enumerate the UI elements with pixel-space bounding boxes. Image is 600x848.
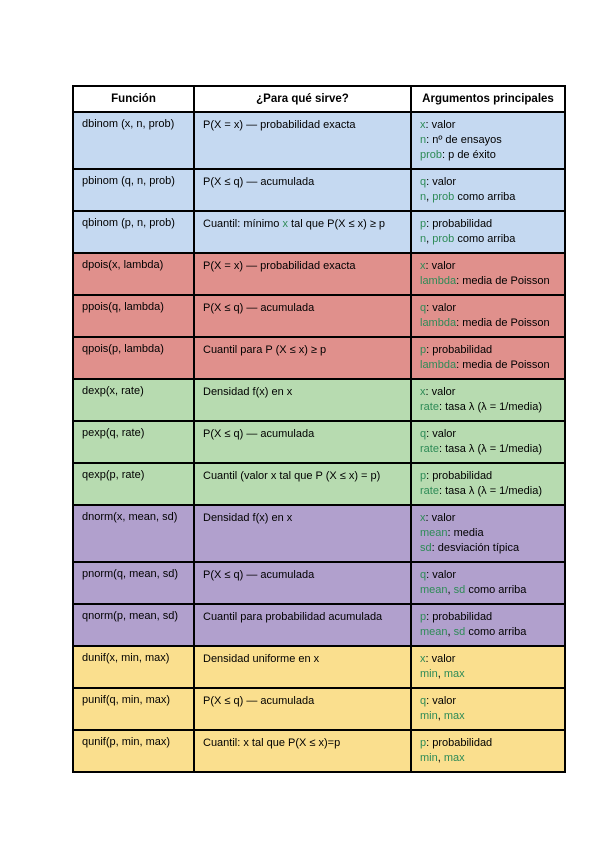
arguments-cell — [411, 562, 565, 604]
argument-token: min — [420, 710, 438, 722]
text-segment: P(X ≤ q) — acumulada — [203, 176, 315, 188]
argument-line — [420, 274, 558, 289]
table-row — [73, 421, 565, 463]
purpose-text — [203, 385, 404, 400]
text-segment: , — [437, 668, 444, 680]
function-name: ppois(q, lambda) — [73, 295, 194, 337]
argument-token: mean — [420, 584, 448, 596]
argument-line — [420, 133, 558, 148]
argument-token: x — [420, 653, 426, 665]
table-row — [73, 646, 565, 688]
argument-token: prob — [432, 191, 455, 203]
purpose-cell — [194, 730, 411, 772]
text-segment: , — [426, 191, 433, 203]
purpose-cell — [194, 688, 411, 730]
purpose-text — [203, 217, 404, 232]
argument-token: mean — [420, 527, 448, 539]
purpose-cell — [194, 112, 411, 169]
argument-line — [420, 652, 558, 667]
purpose-cell — [194, 295, 411, 337]
text-segment: : probabilidad — [426, 344, 493, 356]
text-segment: : p de éxito — [442, 149, 496, 161]
purpose-text — [203, 694, 404, 709]
argument-line — [420, 148, 558, 163]
purpose-text — [203, 511, 404, 526]
argument-token: max — [443, 668, 465, 680]
text-segment: : valor — [425, 512, 456, 524]
argument-token: max — [443, 710, 465, 722]
purpose-cell — [194, 211, 411, 253]
argument-token: n — [420, 233, 427, 245]
table-row — [73, 112, 565, 169]
text-segment: : valor — [426, 176, 457, 188]
argument-token: lambda — [420, 359, 457, 371]
function-name: dbinom (x, n, prob) — [73, 112, 194, 169]
column-header-argumentos-principales: Argumentos principales — [411, 86, 565, 112]
text-segment: Densidad f(x) en x — [203, 512, 293, 524]
text-segment: tal que P(X ≤ x) ≥ p — [287, 218, 386, 230]
argument-token: q — [420, 695, 427, 707]
text-segment: , — [447, 584, 454, 596]
argument-line — [420, 610, 558, 625]
argument-line — [420, 541, 558, 556]
purpose-text — [203, 427, 404, 442]
purpose-text — [203, 736, 404, 751]
text-segment: como arriba — [454, 191, 516, 203]
table-row — [73, 253, 565, 295]
function-name: pbinom (q, n, prob) — [73, 169, 194, 211]
argument-line — [420, 217, 558, 232]
purpose-text — [203, 259, 404, 274]
text-segment: : valor — [425, 386, 456, 398]
column-header-funcion: Función — [73, 86, 194, 112]
function-name: qunif(p, min, max) — [73, 730, 194, 772]
purpose-text — [203, 652, 404, 667]
purpose-text — [203, 469, 404, 484]
purpose-text — [203, 175, 404, 190]
function-name: qexp(p, rate) — [73, 463, 194, 505]
arguments-cell — [411, 421, 565, 463]
argument-line — [420, 667, 558, 682]
argument-token: p — [420, 218, 427, 230]
text-segment: Cuantil: mínimo — [203, 218, 283, 230]
argument-token: rate — [420, 401, 439, 413]
text-segment: , — [437, 710, 444, 722]
argument-line — [420, 526, 558, 541]
text-segment: P(X ≤ q) — acumulada — [203, 569, 315, 581]
table-body — [73, 112, 565, 772]
argument-token: q — [420, 302, 427, 314]
argument-line — [420, 442, 558, 457]
argument-token: x — [420, 260, 426, 272]
argument-token: q — [420, 176, 427, 188]
table-header-row — [73, 86, 565, 112]
text-segment: como arriba — [454, 233, 516, 245]
argument-token: prob — [432, 233, 455, 245]
purpose-cell — [194, 169, 411, 211]
argument-line — [420, 583, 558, 598]
table-row — [73, 604, 565, 646]
text-segment: : probabilidad — [426, 611, 493, 623]
arguments-cell — [411, 688, 565, 730]
argument-line — [420, 301, 558, 316]
argument-line — [420, 343, 558, 358]
arguments-cell — [411, 211, 565, 253]
text-segment: P(X = x) — probabilidad exacta — [203, 119, 356, 131]
argument-line — [420, 232, 558, 247]
argument-line — [420, 751, 558, 766]
text-segment: Cuantil (valor x tal que P (X ≤ x) = p) — [203, 470, 381, 482]
arguments-cell — [411, 379, 565, 421]
argument-line — [420, 511, 558, 526]
function-name: pexp(q, rate) — [73, 421, 194, 463]
text-segment: : valor — [426, 695, 457, 707]
text-segment: P(X ≤ q) — acumulada — [203, 428, 315, 440]
text-segment: Cuantil: x tal que P(X ≤ x)=p — [203, 737, 341, 749]
table-row — [73, 211, 565, 253]
argument-token: p — [420, 344, 427, 356]
argument-token: min — [420, 668, 438, 680]
argument-line — [420, 568, 558, 583]
purpose-cell — [194, 379, 411, 421]
purpose-text — [203, 343, 404, 358]
text-segment: : valor — [426, 569, 457, 581]
purpose-cell — [194, 253, 411, 295]
text-segment: como arriba — [465, 626, 527, 638]
function-name: dunif(x, min, max) — [73, 646, 194, 688]
table-row — [73, 730, 565, 772]
arguments-cell — [411, 169, 565, 211]
purpose-cell — [194, 604, 411, 646]
arguments-cell — [411, 463, 565, 505]
purpose-text — [203, 568, 404, 583]
argument-token: sd — [453, 584, 466, 596]
argument-token: sd — [453, 626, 466, 638]
function-name: dexp(x, rate) — [73, 379, 194, 421]
text-segment: : media de Poisson — [456, 359, 550, 371]
argument-line — [420, 694, 558, 709]
text-segment: : media — [447, 527, 484, 539]
text-segment: Cuantil para P (X ≤ x) ≥ p — [203, 344, 327, 356]
function-name: qnorm(p, mean, sd) — [73, 604, 194, 646]
r-functions-table — [72, 85, 566, 773]
text-segment: : valor — [426, 302, 457, 314]
text-segment: , — [447, 626, 454, 638]
argument-token: n — [420, 134, 427, 146]
purpose-text — [203, 610, 404, 625]
text-segment: : nº de ensayos — [426, 134, 502, 146]
argument-line — [420, 316, 558, 331]
argument-line — [420, 709, 558, 724]
text-segment: : probabilidad — [426, 470, 493, 482]
purpose-cell — [194, 505, 411, 562]
text-segment: : probabilidad — [426, 218, 493, 230]
text-segment: , — [426, 233, 433, 245]
purpose-cell — [194, 421, 411, 463]
table-row — [73, 562, 565, 604]
argument-line — [420, 400, 558, 415]
purpose-cell — [194, 337, 411, 379]
arguments-cell — [411, 646, 565, 688]
argument-token: p — [420, 470, 427, 482]
text-segment: P(X = x) — probabilidad exacta — [203, 260, 356, 272]
argument-line — [420, 118, 558, 133]
text-segment: : tasa λ (λ = 1/media) — [438, 443, 542, 455]
arguments-cell — [411, 295, 565, 337]
text-segment: : desviación típica — [431, 542, 520, 554]
arguments-cell — [411, 604, 565, 646]
argument-token: n — [420, 191, 427, 203]
arguments-cell — [411, 505, 565, 562]
arguments-cell — [411, 253, 565, 295]
function-name: qpois(p, lambda) — [73, 337, 194, 379]
argument-line — [420, 175, 558, 190]
argument-line — [420, 427, 558, 442]
argument-token: lambda — [420, 275, 457, 287]
argument-line — [420, 469, 558, 484]
argument-line — [420, 625, 558, 640]
argument-token: p — [420, 611, 427, 623]
argument-token: mean — [420, 626, 448, 638]
table-row — [73, 505, 565, 562]
function-name: dnorm(x, mean, sd) — [73, 505, 194, 562]
argument-line — [420, 736, 558, 751]
text-segment: P(X ≤ q) — acumulada — [203, 695, 315, 707]
text-segment: : tasa λ (λ = 1/media) — [438, 401, 542, 413]
table-row — [73, 169, 565, 211]
argument-token: x — [282, 218, 288, 230]
argument-token: x — [420, 512, 426, 524]
text-segment: como arriba — [465, 584, 527, 596]
argument-token: p — [420, 737, 427, 749]
function-name: pnorm(q, mean, sd) — [73, 562, 194, 604]
argument-line — [420, 190, 558, 205]
table-row — [73, 295, 565, 337]
text-segment: P(X ≤ q) — acumulada — [203, 302, 315, 314]
text-segment: : valor — [425, 119, 456, 131]
text-segment: : probabilidad — [426, 737, 493, 749]
argument-line — [420, 259, 558, 274]
function-name: qbinom (p, n, prob) — [73, 211, 194, 253]
argument-token: x — [420, 386, 426, 398]
argument-token: rate — [420, 485, 439, 497]
arguments-cell — [411, 112, 565, 169]
text-segment: : tasa λ (λ = 1/media) — [438, 485, 542, 497]
argument-token: q — [420, 569, 427, 581]
argument-token: q — [420, 428, 427, 440]
argument-token: min — [420, 752, 438, 764]
table-row — [73, 337, 565, 379]
argument-token: sd — [420, 542, 432, 554]
purpose-text — [203, 118, 404, 133]
text-segment: : media de Poisson — [456, 275, 550, 287]
text-segment: Densidad f(x) en x — [203, 386, 293, 398]
column-header-para-que-sirve: ¿Para qué sirve? — [194, 86, 411, 112]
arguments-cell — [411, 337, 565, 379]
function-name: dpois(x, lambda) — [73, 253, 194, 295]
table-row — [73, 379, 565, 421]
purpose-cell — [194, 562, 411, 604]
argument-token: lambda — [420, 317, 457, 329]
argument-line — [420, 358, 558, 373]
purpose-text — [203, 301, 404, 316]
argument-token: x — [420, 119, 426, 131]
function-name: punif(q, min, max) — [73, 688, 194, 730]
text-segment: : valor — [425, 653, 456, 665]
argument-line — [420, 484, 558, 499]
argument-token: rate — [420, 443, 439, 455]
table-row — [73, 463, 565, 505]
purpose-cell — [194, 646, 411, 688]
argument-token: prob — [420, 149, 443, 161]
arguments-cell — [411, 730, 565, 772]
text-segment: : valor — [425, 260, 456, 272]
text-segment: : media de Poisson — [456, 317, 550, 329]
argument-line — [420, 385, 558, 400]
text-segment: Densidad uniforme en x — [203, 653, 320, 665]
table-row — [73, 688, 565, 730]
text-segment: , — [437, 752, 444, 764]
text-segment: Cuantil para probabilidad acumulada — [203, 611, 383, 623]
argument-token: max — [443, 752, 465, 764]
purpose-cell — [194, 463, 411, 505]
text-segment: : valor — [426, 428, 457, 440]
